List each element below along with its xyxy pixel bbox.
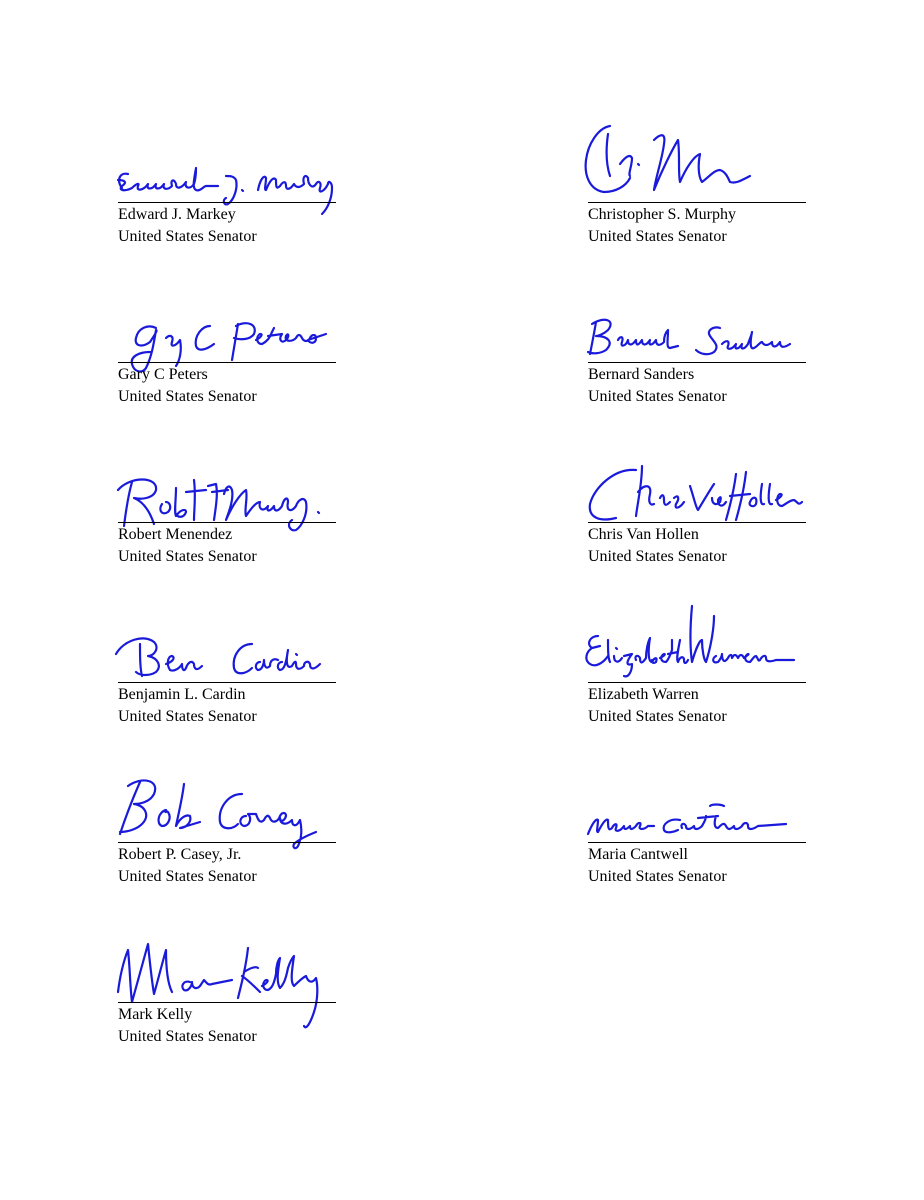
signer-title: United States Senator [588, 228, 727, 245]
signature-line [118, 1002, 336, 1003]
signer-title: United States Senator [118, 868, 257, 885]
signer-name: Benjamin L. Cardin [118, 686, 246, 703]
signer-name: Maria Cantwell [588, 846, 688, 863]
signature-line [588, 842, 806, 843]
signature-line [118, 842, 336, 843]
signature-block-menendez [118, 440, 338, 580]
signer-title: United States Senator [118, 1028, 257, 1045]
signature-line [118, 682, 336, 683]
signature-block-cantwell [588, 760, 808, 900]
signature-block-kelly [118, 920, 338, 1060]
signer-name: Robert P. Casey, Jr. [118, 846, 242, 863]
signature-block-murphy [588, 120, 808, 260]
signer-title: United States Senator [588, 868, 727, 885]
signer-name: Edward J. Markey [118, 206, 236, 223]
signer-name: Robert Menendez [118, 526, 233, 543]
signature-block-sanders [588, 280, 808, 420]
signature-block-peters [118, 280, 338, 420]
signer-title: United States Senator [588, 388, 727, 405]
signer-name: Chris Van Hollen [588, 526, 699, 543]
signer-name: Mark Kelly [118, 1006, 193, 1023]
signature-line [588, 362, 806, 363]
signer-name: Christopher S. Murphy [588, 206, 736, 223]
signature-line [588, 522, 806, 523]
signer-name: Bernard Sanders [588, 366, 695, 383]
signature-block-casey [118, 760, 338, 900]
signer-title: United States Senator [118, 708, 257, 725]
signature-line [118, 362, 336, 363]
signature-block-markey [118, 120, 338, 260]
signature-line [588, 682, 806, 683]
signer-title: United States Senator [588, 548, 727, 565]
signature-block-vanhollen [588, 440, 808, 580]
signer-title: United States Senator [118, 228, 257, 245]
signature-block-cardin [118, 600, 338, 740]
signer-title: United States Senator [118, 548, 257, 565]
signer-name: Elizabeth Warren [588, 686, 699, 703]
signature-line [118, 522, 336, 523]
signature-line [118, 202, 336, 203]
signer-title: United States Senator [118, 388, 257, 405]
signer-title: United States Senator [588, 708, 727, 725]
signature-line [588, 202, 806, 203]
signature-block-warren [588, 600, 808, 740]
signer-name: Gary C Peters [118, 366, 208, 383]
